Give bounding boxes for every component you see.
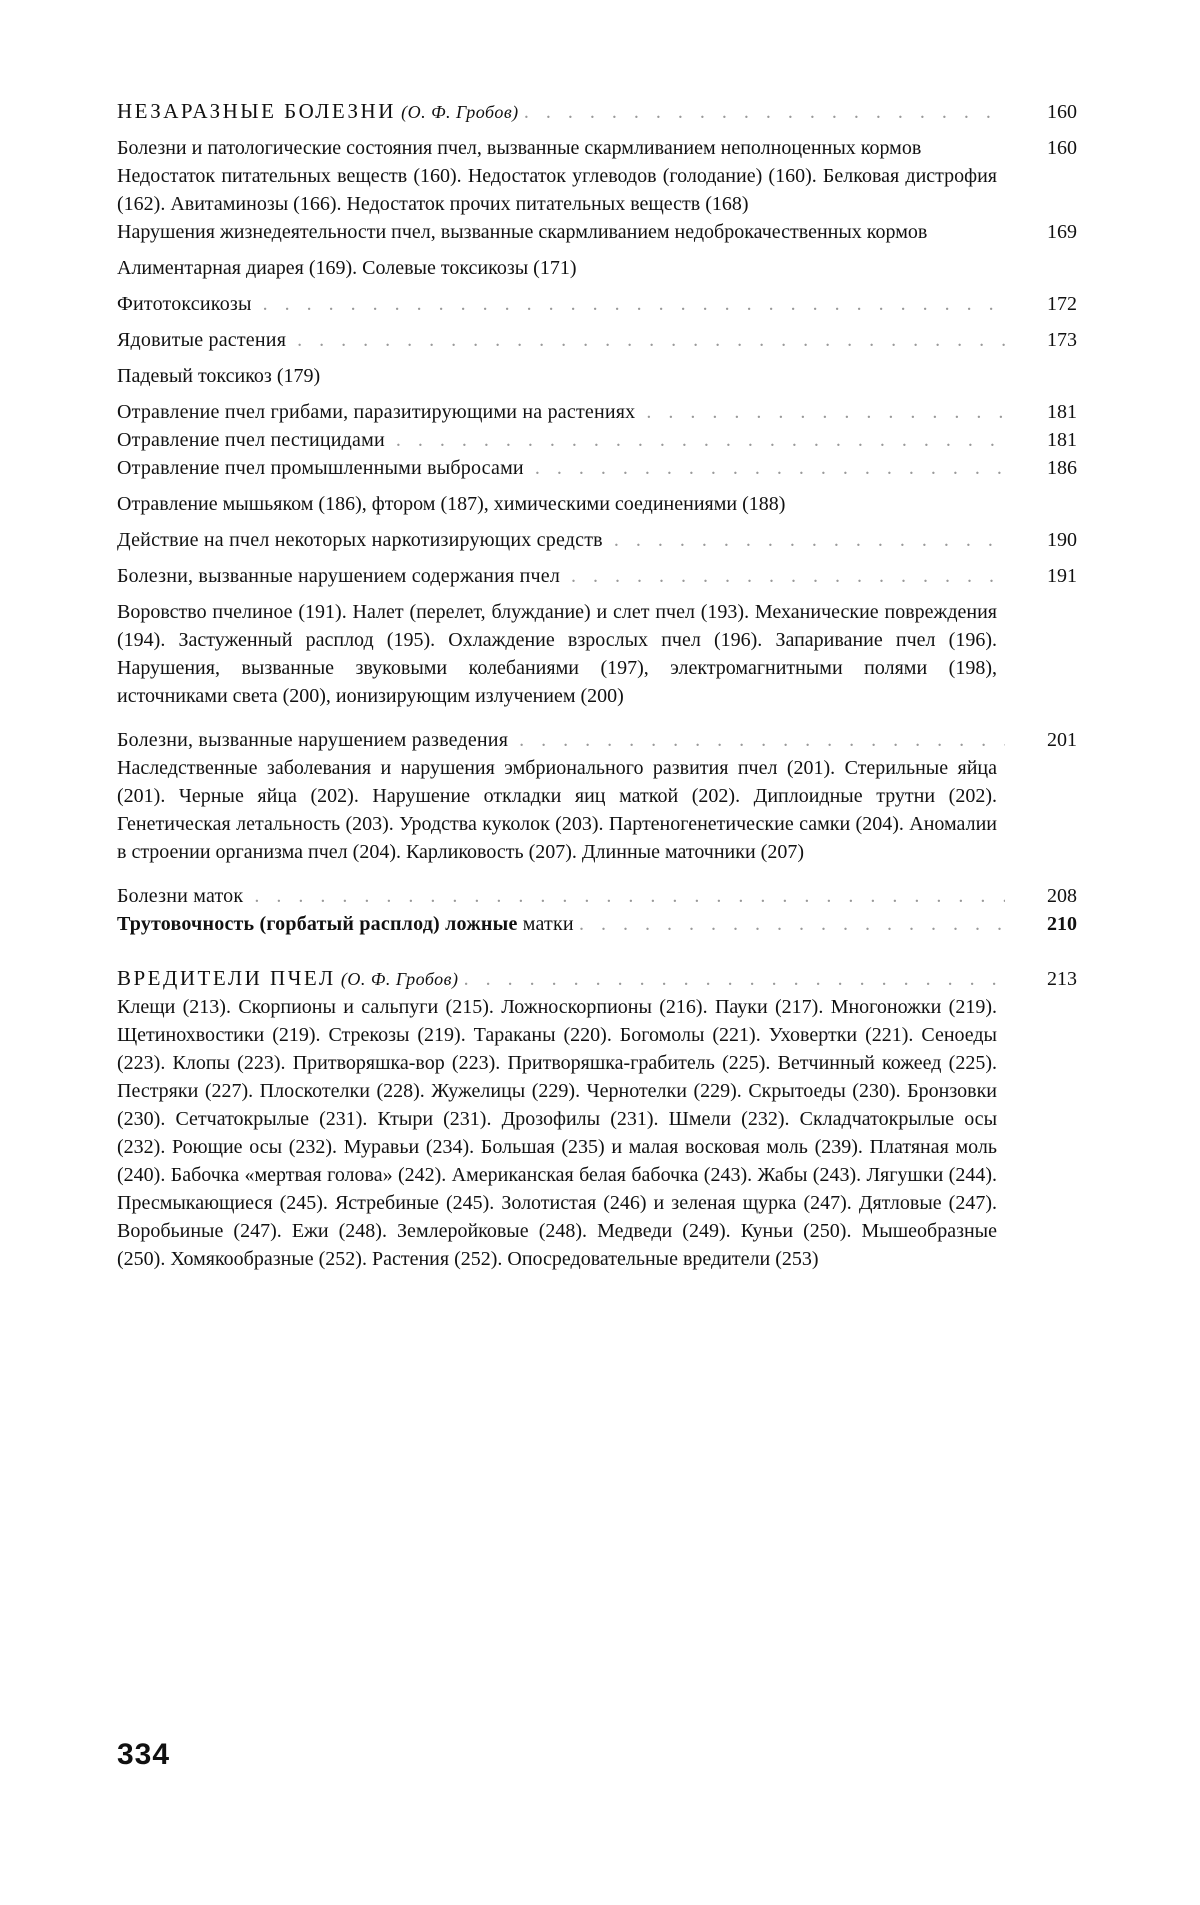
section-title: ВРЕДИТЕЛИ ПЧЕЛ — [117, 966, 336, 990]
toc-entry — [117, 326, 1077, 354]
page-ref: 201 — [1047, 729, 1077, 751]
toc-section-heading — [117, 97, 1077, 126]
entry-details: Отравление мышьяком (186), фтором (187), химическими соединениями (188) — [117, 493, 786, 515]
toc-entry — [117, 562, 1077, 590]
page-ref: 181 — [1047, 401, 1077, 423]
table-of-contents — [117, 97, 1077, 1273]
entry-details: Недостаток питательных веществ (160). Недостаток углеводов (голодание) (160). Белковая дистрофия (162). Авитаминозы (166). Недостаток прочих питательных веществ (168) — [117, 165, 997, 215]
section-author: (О. Ф. Гробов) — [401, 102, 519, 122]
toc-entry — [117, 882, 1077, 910]
toc-entry — [117, 290, 1077, 318]
entry-title: Болезни и патологические состояния пчел, вызванные скармливанием неполноценных кормов — [117, 137, 922, 159]
page-ref: 186 — [1047, 457, 1077, 479]
page-ref: 169 — [1047, 221, 1077, 243]
page-ref: 190 — [1047, 529, 1077, 551]
entry-title: Ядовитые растения . . . — [117, 326, 1005, 354]
toc-entry — [117, 398, 1077, 426]
toc-entry — [117, 726, 1077, 754]
entry-details: Алиментарная диарея (169). Солевые токсикозы (171) — [117, 257, 577, 279]
entry-title: Болезни, вызванные нарушением разведения . . . — [117, 726, 1005, 754]
section-author: (О. Ф. Гробов) — [340, 969, 459, 989]
entry-title-rest: матки — [517, 913, 574, 935]
page-ref: 210 — [1047, 913, 1077, 935]
entry-title-bold: Трутовочность (горбатый расплод) ложные — [117, 913, 518, 935]
toc-entry — [117, 910, 1077, 938]
toc-entry — [117, 218, 1077, 246]
entry-title: Болезни маток . . . — [117, 882, 1005, 910]
page-ref: 213 — [1047, 968, 1077, 990]
toc-entry — [117, 454, 1077, 482]
entry-title: Отравление пчел грибами, паразитирующими на растениях . . . — [117, 398, 1005, 426]
toc-entry — [117, 426, 1077, 454]
page-ref: 181 — [1047, 429, 1077, 451]
toc-entry — [117, 526, 1077, 554]
page-ref: 160 — [1047, 137, 1077, 159]
page-ref: 173 — [1047, 329, 1077, 351]
entry-title: Действие на пчел некоторых наркотизирующих средств . . . — [117, 526, 1005, 554]
entry-title: Болезни, вызванные нарушением содержания пчел . . . — [117, 562, 1005, 590]
page-number: 334 — [117, 1738, 171, 1771]
toc-section-heading — [117, 964, 1077, 993]
page-ref: 172 — [1047, 293, 1077, 315]
toc-entry — [117, 134, 1077, 162]
entry-title: Отравление пчел промышленными выбросами . . . — [117, 454, 1005, 482]
page-ref: 191 — [1047, 565, 1077, 587]
entry-details: Наследственные заболевания и нарушения эмбрионального развития пчел (201). Стерильные яйца (201). Черные яйца (202). Нарушение откладки яиц маткой (202). Диплоидные трутни (202). Генетическая летальность (203). Уродства куколок (203). Партеногенетические самки (204). Аномалии в строении организма пчел (204). Карликовость (207). Длинные маточники (207) — [117, 757, 997, 863]
entry-details: Воровство пчелиное (191). Налет (перелет, блуждание) и слет пчел (193). Механические повреждения (194). Застуженный расплод (195). Охлаждение взрослых пчел (196). Запаривание пчел (196). Нарушения, вызванные звуковыми колебаниями (197), электромагнитными полями (198), источниками света (200), ионизирующим излучением (200) — [117, 601, 997, 707]
entry-details: Падевый токсикоз (179) — [117, 365, 321, 387]
section-title: НЕЗАРАЗНЫЕ БОЛЕЗНИ — [117, 99, 396, 123]
entry-title: Отравление пчел пестицидами . . . — [117, 426, 1005, 454]
entry-title: Фитотоксикозы . . . — [117, 290, 1005, 318]
entry-title: Нарушения жизнедеятельности пчел, вызванные скармливанием недоброкачественных кормов — [117, 221, 928, 243]
entry-details: Клещи (213). Скорпионы и сальпуги (215). Ложноскорпионы (216). Пауки (217). Многоножки (219). Щетинохвостики (219). Стрекозы (219). Тараканы (220). Богомолы (221). Уховертки (221). Сеноеды (223). Клопы (223). Притворяшка-вор (223). Притворяшка-грабитель (225). Ветчинный кожеед (225). Пестряки (227). Плоскотелки (228). Жужелицы (229). Чернотелки (229). Скрытоеды (230). Бронзовки (230). Сетчатокрылые (231). Ктыри (231). Дрозофилы (231). Шмели (232). Складчатокрылые осы (232). Роющие осы (232). Муравьи (234). Большая (235) и малая восковая моль (239). Платяная моль (240). Бабочка «мертвая голова» (242). Американская белая бабочка (243). Жабы (243). Лягушки (244). Пресмыкающиеся (245). Ястребиные (245). Золотистая (246) и зеленая щурка (247). Дятловые (247). Воробьиные (247). Ежи (248). Землеройковые (248). Медведи (249). Куньи (250). Мышеобразные (250). Хомякообразные (252). Растения (252). Опосредовательные вредители (253) — [117, 996, 997, 1270]
page-ref: 160 — [1047, 101, 1077, 123]
page-ref: 208 — [1047, 885, 1077, 907]
